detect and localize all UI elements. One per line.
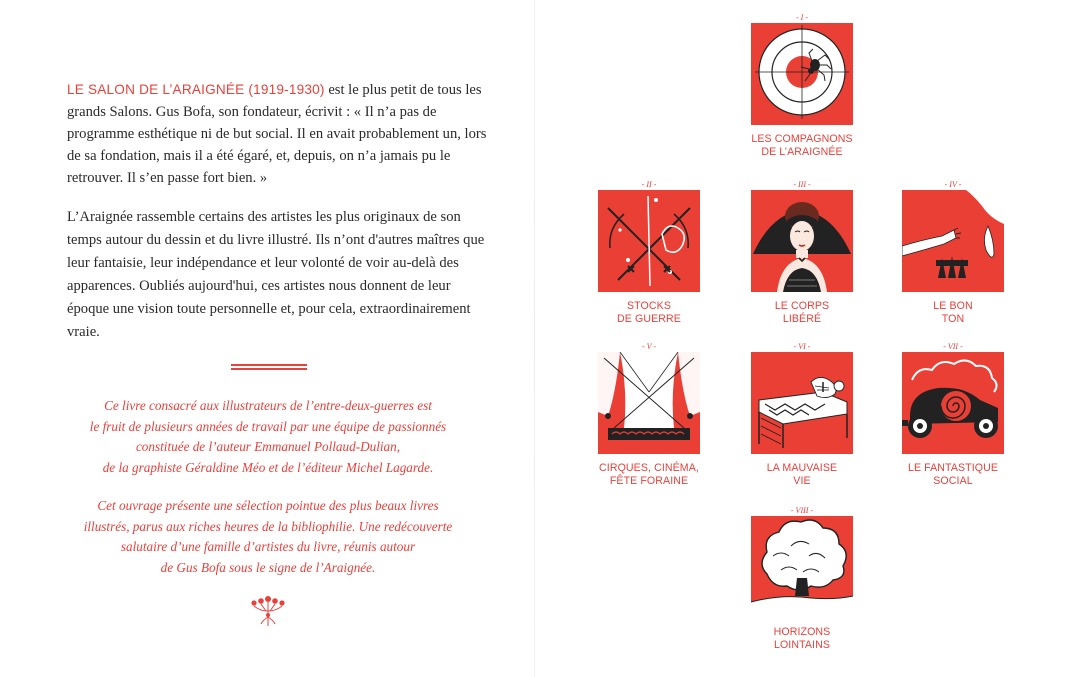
woman-cloche-hat-icon <box>751 190 853 292</box>
chapter-number: - I - <box>796 13 808 22</box>
chapter-tile-2[interactable] <box>597 180 701 326</box>
intro-text: est le plus petit de tous les grands Salons. Gus Bofa, son fondateur, écrivit : « Il n’a pas de programme esthétique ni de but social. Il en avait probablement un, lors de sa fondation, mais il a été égaré, et, depuis, on n’a jamais pu le retrouver. Il s’en passe fort bien. » <box>67 82 487 186</box>
intro-paragraph <box>67 79 487 189</box>
chapter-tile-4[interactable] <box>901 180 1005 326</box>
chapter-number: - IV - <box>944 180 962 189</box>
chapter-label: LES COMPAGNONS DE L’ARAIGNÉE <box>751 133 853 158</box>
chapter-tile-6[interactable] <box>750 342 854 488</box>
tree-landscape-icon <box>751 516 853 618</box>
right-page <box>535 0 1070 677</box>
crossed-swords-icon <box>598 190 700 292</box>
chapter-number: - III - <box>793 180 811 189</box>
salon-title: LE SALON DE L’ARAIGNÉE (1919-1930) <box>67 82 325 97</box>
chapter-label: HORIZONS LOINTAINS <box>773 626 831 651</box>
chapter-tile-7[interactable] <box>901 342 1005 488</box>
chapter-tile-5[interactable] <box>597 342 701 488</box>
double-rule-divider <box>231 364 307 371</box>
credits-paragraph: Ce livre consacré aux illustrateurs de l’entre-deux-guerres est le fruit de plusieurs années de travail par une équipe de passionnés constituée de l’auteur Emmanuel Pollaud-Dulian, de la graphiste Géraldine Méo et de l’éditeur Michel Lagarde. <box>89 398 447 475</box>
chapter-label: LE CORPS LIBÉRÉ <box>774 300 830 325</box>
floral-ornament-icon <box>248 595 288 629</box>
chapter-tile-8[interactable] <box>750 506 854 652</box>
chapter-tile-1[interactable] <box>750 13 854 159</box>
target-spider-icon <box>751 23 853 125</box>
chapter-number: - II - <box>641 180 657 189</box>
selection-paragraph: Cet ouvrage présente une sélection pointue des plus beaux livres illustrés, parus aux riches heures de la bibliophilie. Une redécouverte salutaire d’une famille d’artistes du livre, réunis autour de Gus Bofa sous le signe de l’Araignée. <box>83 498 453 575</box>
bed-scene-icon <box>751 352 853 454</box>
chapter-tile-3[interactable] <box>750 180 854 326</box>
chapter-number: - VIII - <box>790 506 814 515</box>
chapter-number: - VII - <box>943 342 963 351</box>
chapter-label: LA MAUVAISE VIE <box>766 462 838 487</box>
circus-stage-icon <box>598 352 700 454</box>
chapter-number: - V - <box>641 342 657 351</box>
snail-car-icon <box>902 352 1004 454</box>
chapter-number: - VI - <box>793 342 811 351</box>
description-paragraph: L’Araignée rassemble certains des artistes les plus originaux de son temps autour du dessin et du livre illustré. Ils n’ont d'autres maîtres que leur fantaisie, leur indépendance et leur volonté de voir au-delà des apparences. Oubliés aujourd'hui, ces artistes nous donnent de leur époque une vision toute personnelle et, pour cela, extraordinairement vraie. <box>67 209 485 340</box>
chapter-label: LE FANTASTIQUE SOCIAL <box>907 462 999 487</box>
chapter-label: CIRQUES, CINÉMA, FÊTE FORAINE <box>599 462 699 487</box>
chapter-label: LE BON TON <box>933 300 973 325</box>
chapter-label: STOCKS DE GUERRE <box>617 300 681 325</box>
gloved-arm-icon <box>902 190 1004 292</box>
